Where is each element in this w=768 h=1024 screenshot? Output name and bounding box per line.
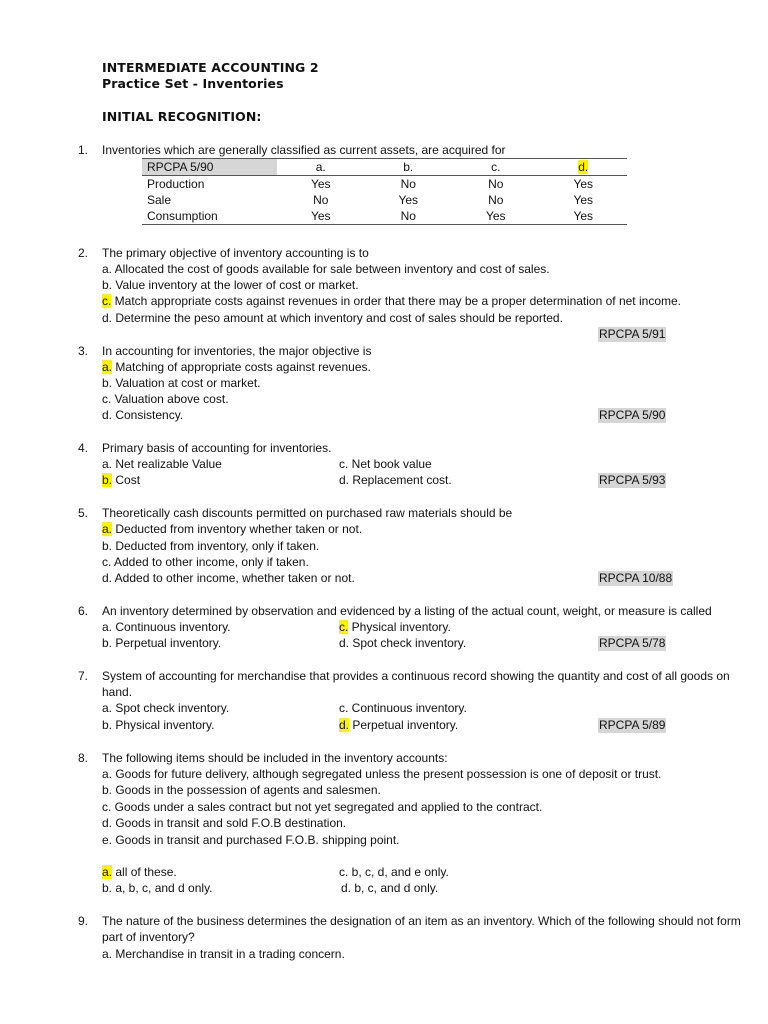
q4-option-d: d. Replacement cost. (339, 473, 452, 487)
q7-number: 7. (78, 669, 89, 683)
q1-choice-table (142, 158, 627, 225)
q3-option-b: b. Valuation at cost or market. (102, 376, 261, 390)
answer-highlight: a. (102, 865, 113, 879)
option-text: Deducted from inventory whether taken or not. (112, 522, 363, 536)
option-text: Perpetual inventory. (349, 718, 459, 732)
table-cell: No (365, 208, 453, 225)
q5-text: Theoretically cash discounts permitted on purchased raw materials should be (102, 506, 513, 520)
q4-text: Primary basis of accounting for inventories. (102, 441, 332, 455)
q7-source-tag: RPCPA 5/89 (599, 718, 666, 732)
q4-number: 4. (78, 441, 89, 455)
q1-text: Inventories which are generally classified as current assets, are acquired for (102, 143, 506, 157)
answer-highlight: b. (102, 473, 113, 487)
q4-option-a: a. Net realizable Value (102, 457, 222, 471)
table-cell: No (313, 193, 329, 207)
q3-source-tag: RPCPA 5/90 (599, 408, 666, 422)
q7-option-c: c. Continuous inventory. (339, 701, 467, 715)
document-title: INTERMEDIATE ACCOUNTING 2 (102, 60, 319, 75)
table-cell: Production (147, 177, 205, 191)
q7-text-line2: hand. (102, 685, 133, 699)
q2-option-c (102, 294, 681, 309)
q3-option-a (102, 360, 371, 375)
q2-text: The primary objective of inventory accounting is to (102, 246, 369, 260)
q5-option-b: b. Deducted from inventory, only if taken. (102, 539, 320, 553)
table-header-row (142, 159, 627, 176)
option-text: all of these. (112, 865, 177, 879)
q3-option-d: d. Consistency. (102, 408, 184, 422)
table-header-cell: c. (452, 159, 540, 176)
q6-option-c (339, 620, 451, 635)
q2-source-tag: RPCPA 5/91 (599, 327, 666, 341)
q7-option-d (339, 718, 458, 733)
q3-text: In accounting for inventories, the major objective is (102, 344, 372, 358)
table-row (142, 208, 627, 225)
table-cell: Yes (452, 208, 540, 225)
q5-option-a (102, 522, 362, 537)
table-row (142, 192, 627, 208)
option-text: Match appropriate costs against revenues in order that there may be a proper determination of net income. (111, 294, 681, 308)
table-cell: Yes (540, 208, 628, 225)
table-cell: Yes (310, 177, 331, 191)
q8-item-e: e. Goods in transit and purchased F.O.B. shipping point. (102, 833, 400, 847)
table-header-cell: b. (365, 159, 453, 176)
q8-item-a: a. Goods for future delivery, although segregated unless the present possession is one of deposit or trust. (102, 767, 662, 781)
table-cell: Yes (573, 193, 594, 207)
q6-option-d: d. Spot check inventory. (339, 636, 467, 650)
q8-item-d: d. Goods in transit and sold F.O.B destination. (102, 816, 347, 830)
table-header-cell-answer (540, 159, 628, 176)
q8-item-c: c. Goods under a sales contract but not yet segregated and applied to the contract. (102, 800, 543, 814)
q9-text-line1: The nature of the business determines the designation of an item as an inventory. Which of the following should not form (102, 914, 741, 928)
option-text: Cost (112, 473, 141, 487)
q8-option-c: c. b, c, d, and e only. (339, 865, 449, 879)
q8-number: 8. (78, 751, 89, 765)
document-subtitle: Practice Set - Inventories (102, 76, 284, 91)
q6-number: 6. (78, 604, 89, 618)
table-cell: Yes (277, 208, 365, 225)
q9-text-line2: part of inventory? (102, 930, 195, 944)
table-cell: No (488, 193, 504, 207)
q2-option-d: d. Determine the peso amount at which inventory and cost of sales should be reported. (102, 311, 563, 325)
table-cell: Yes (398, 193, 419, 207)
q7-text-line1: System of accounting for merchandise that provides a continuous record showing the quantity and cost of all goods on (102, 669, 730, 683)
table-header-cell: RPCPA 5/90 (142, 159, 277, 176)
q9-number: 9. (78, 914, 89, 928)
q4-option-b (102, 473, 140, 488)
q8-item-b: b. Goods in the possession of agents and salesmen. (102, 783, 381, 797)
q7-option-a: a. Spot check inventory. (102, 701, 230, 715)
table-cell: No (488, 177, 504, 191)
q3-option-c: c. Valuation above cost. (102, 392, 229, 406)
q6-source-tag: RPCPA 5/78 (599, 636, 666, 650)
table-cell: Sale (147, 193, 172, 207)
q4-option-c: c. Net book value (339, 457, 432, 471)
q8-option-b: b. a, b, c, and d only. (102, 881, 213, 895)
option-text: Physical inventory. (348, 620, 451, 634)
q6-option-b: b. Perpetual inventory. (102, 636, 222, 650)
answer-highlight: a. (102, 360, 113, 374)
q2-option-a: a. Allocated the cost of goods available for sale between inventory and cost of sales. (102, 262, 550, 276)
q5-number: 5. (78, 506, 89, 520)
q1-number: 1. (78, 143, 89, 157)
answer-highlight: c. (339, 620, 349, 634)
q3-number: 3. (78, 344, 89, 358)
answer-highlight: d. (578, 160, 589, 174)
option-text: Matching of appropriate costs against revenues. (112, 360, 371, 374)
q4-source-tag: RPCPA 5/93 (599, 473, 666, 487)
answer-highlight: d. (339, 718, 350, 732)
q8-option-d: d. b, c, and d only. (341, 881, 439, 895)
table-row (142, 176, 627, 193)
q6-option-a: a. Continuous inventory. (102, 620, 231, 634)
table-cell: Yes (573, 177, 594, 191)
answer-highlight: c. (102, 294, 112, 308)
q8-text: The following items should be included in the inventory accounts: (102, 751, 448, 765)
q2-number: 2. (78, 246, 89, 260)
q6-text: An inventory determined by observation and evidenced by a listing of the actual count, weight, or measure is called (102, 604, 712, 618)
q5-source-tag: RPCPA 10/88 (599, 571, 673, 585)
q8-option-a (102, 865, 177, 880)
table-cell: No (400, 177, 416, 191)
q7-option-b: b. Physical inventory. (102, 718, 215, 732)
q5-option-c: c. Added to other income, only if taken. (102, 555, 309, 569)
q9-option-a: a. Merchandise in transit in a trading concern. (102, 947, 345, 961)
table-header-cell: a. (277, 159, 365, 176)
q2-option-b: b. Value inventory at the lower of cost or market. (102, 278, 359, 292)
section-heading: INITIAL RECOGNITION: (102, 109, 262, 124)
table-cell: Consumption (142, 208, 277, 225)
answer-highlight: a. (102, 522, 113, 536)
q5-option-d: d. Added to other income, whether taken or not. (102, 571, 355, 585)
